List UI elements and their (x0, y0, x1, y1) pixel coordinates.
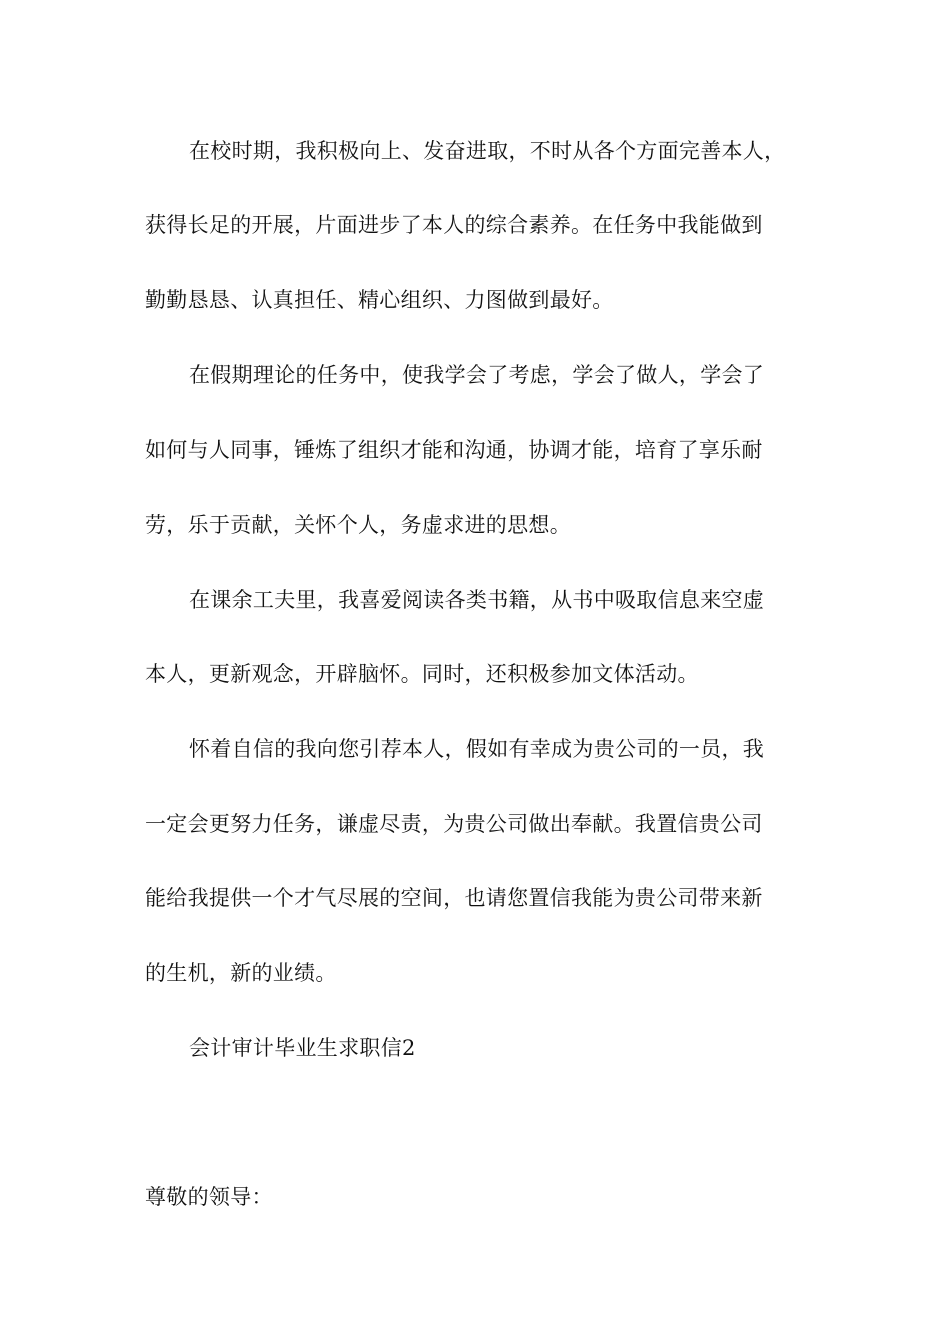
paragraph-4-line-1: 怀着自信的我向您引荐本人，假如有幸成为贵公司的一员，我 (189, 737, 765, 761)
section-heading: 会计审计毕业生求职信2 (189, 1036, 416, 1060)
salutation: 尊敬的领导： (145, 1185, 273, 1209)
paragraph-1-line-2: 获得长足的开展，片面进步了本人的综合素养。在任务中我能做到 (145, 213, 763, 237)
paragraph-3-line-1: 在课余工夫里，我喜爱阅读各类书籍，从书中吸取信息来空虚 (189, 588, 765, 612)
paragraph-4-line-3: 能给我提供一个才气尽展的空间，也请您置信我能为贵公司带来新 (145, 886, 763, 910)
paragraph-4-line-2: 一定会更努力任务，谦虚尽责，为贵公司做出奉献。我置信贵公司 (145, 812, 763, 836)
paragraph-1-line-3: 勤勤恳恳、认真担任、精心组织、力图做到最好。 (145, 288, 614, 312)
paragraph-2-line-1: 在假期理论的任务中，使我学会了考虑，学会了做人，学会了 (189, 363, 765, 387)
paragraph-3-line-2: 本人，更新观念，开辟脑怀。同时，还积极参加文体活动。 (145, 662, 699, 686)
paragraph-2-line-2: 如何与人同事，锤炼了组织才能和沟通，协调才能，培育了享乐耐 (145, 438, 763, 462)
paragraph-2-line-3: 劳，乐于贡献，关怀个人，务虚求进的思想。 (145, 513, 571, 537)
paragraph-4-line-4: 的生机，新的业绩。 (145, 961, 337, 985)
paragraph-1-line-1: 在校时期，我积极向上、发奋进取，不时从各个方面完善本人， (189, 139, 786, 163)
